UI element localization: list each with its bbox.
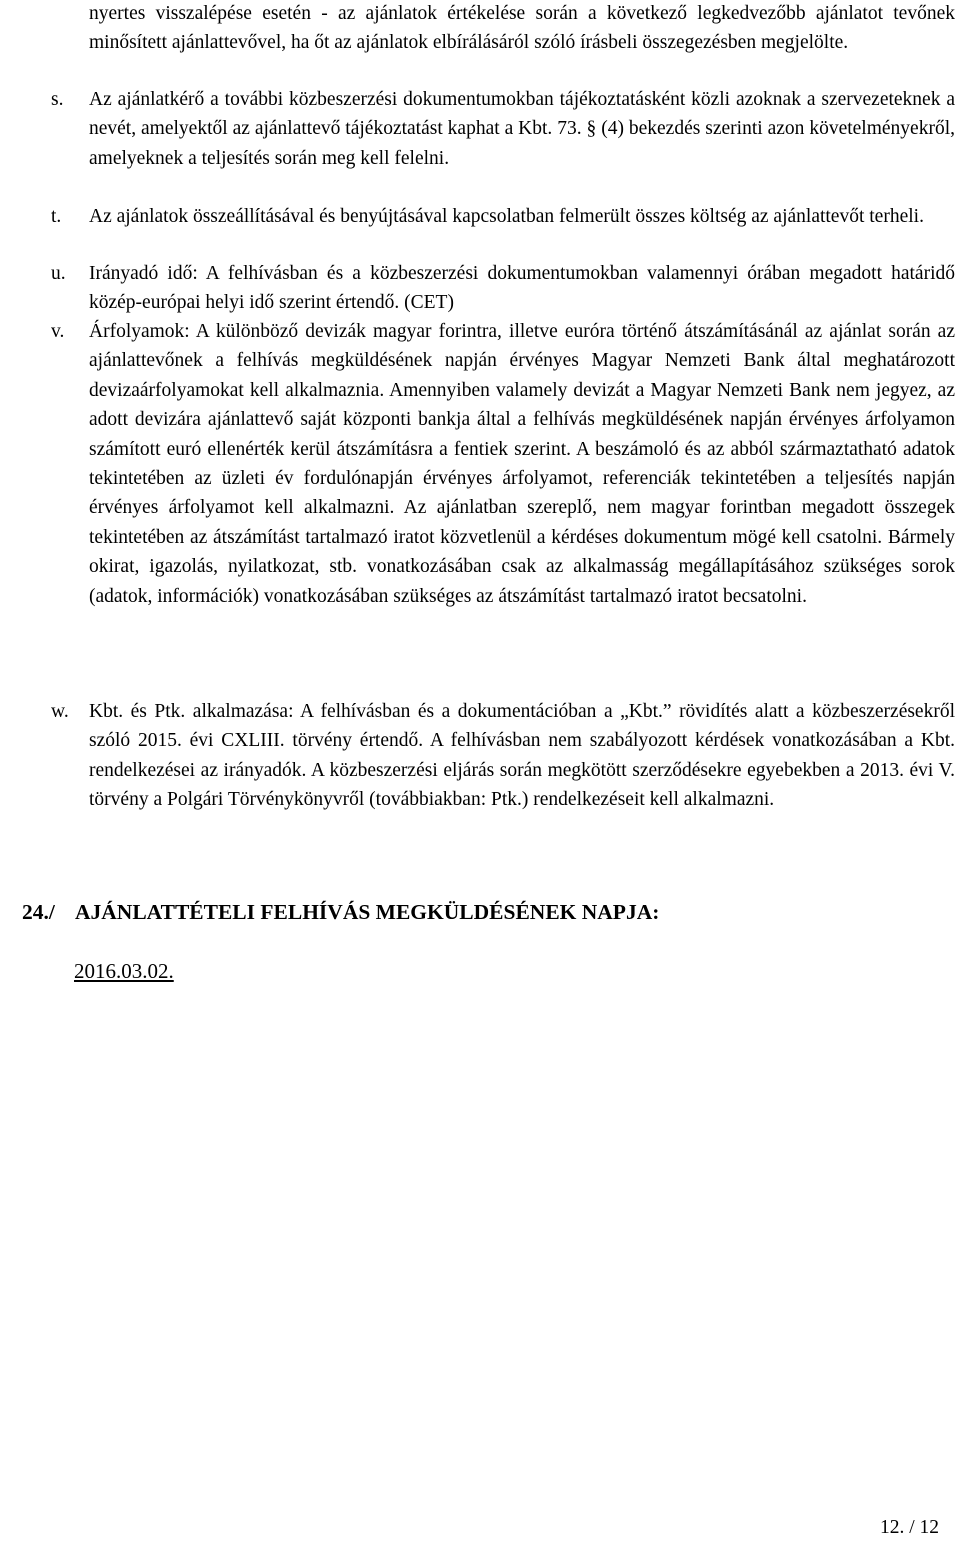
list-item-text: Irányadó idő: A felhívásban és a közbeszerzési dokumentumokban valamennyi órában megadott határidő közép-európai helyi idő szerint értendő. (CET) (89, 263, 955, 314)
list-item-text: nyertes visszalépése esetén - az ajánlatok értékelése során a következő legkedvezőbb ajánlatot tevőnek minősített ajánlattevővel, ha őt az ajánlatok elbírálásáról szóló írásbeli összegezésben megjelölte. (89, 3, 955, 54)
list-item-text: Árfolyamok: A különböző devizák magyar forintra, illetve euróra történő átszámításánál az ajánlat során az ajánlattevőnek a felhívás megküldésének napján érvényes Magyar Nemzeti Bank által meghatározott devizaárfolyamokat kell alkalmaznia. Amennyiben valamely devizát a Magyar Nemzeti Bank nem jegyez, az adott devizára ajánlattevő saját központi bankja által a felhívás megküldésének napján érvényes árfolyamon számított euró ellenérték kerül átszámításra a fentiek szerint. A beszámoló és az abból származtatható adatok tekintetében az üzleti év fordulónapján érvényes árfolyamot, referenciák tekintetében a teljesítés napján érvényes árfolyamot kell alkalmazni. Az ajánlatban szereplő, nem magyar forintban megadott összegek tekintetében az átszámítást tartalmazó iratot közvetlenül a kérdéses dokumentum mögé kell csatolni. Bármely okirat, igazolás, nyilatkozat, stb. vonatkozásában csak az alkalmasság megállapításához szükséges sorok (adatok, információk) vonatkozásában szükséges az átszámítást tartalmazó iratot becsatolni. (89, 321, 955, 607)
list-item-marker: s. (51, 89, 64, 110)
page-number: 12. / 12 (880, 1517, 940, 1538)
list-item-text: Az ajánlatok összeállításával és benyújtásával kapcsolatban felmerült összes költség az ajánlattevőt terheli. (89, 206, 924, 227)
list-item-marker: t. (51, 206, 62, 227)
list-item-continuation (89, 0, 955, 58)
list-item-marker: u. (51, 263, 66, 284)
list-item-text: Az ajánlatkérő a további közbeszerzési dokumentumokban tájékoztatásként közli azoknak a szervezeteknek a nevét, amelyektől az ajánlattevő tájékoztatást kaphat a Kbt. 73. § (4) bekezdés szerinti azon követelményekről, amelyeknek a teljesítés során meg kell felelni. (89, 89, 955, 169)
list-item (89, 85, 955, 173)
send-date: 2016.03.02. (74, 959, 174, 983)
list-item-text: Kbt. és Ptk. alkalmazása: A felhívásban és a dokumentációban a „Kbt.” rövidítés alatt a közbeszerzésekről szóló 2015. évi CXLIII. törvény értendő. A felhívásban nem szabályozott kérdések vonatkozásában a Kbt. rendelkezései az irányadók. A közbeszerzési eljárás során megkötött szerződésekre egyebekben a 2013. évi V. törvény a Polgári Törvénykönyvről (továbbiakban: Ptk.) rendelkezéseit kell alkalmazni. (89, 701, 955, 811)
list-item (89, 317, 955, 611)
list-item (89, 697, 955, 815)
list-item (89, 202, 955, 231)
list-item (89, 259, 955, 318)
list-item-marker: w. (51, 701, 69, 722)
list-item-marker: v. (51, 321, 65, 342)
section-number: 24./ (22, 900, 55, 924)
section-title: AJÁNLATTÉTELI FELHÍVÁS MEGKÜLDÉSÉNEK NAPJA: (75, 900, 660, 924)
